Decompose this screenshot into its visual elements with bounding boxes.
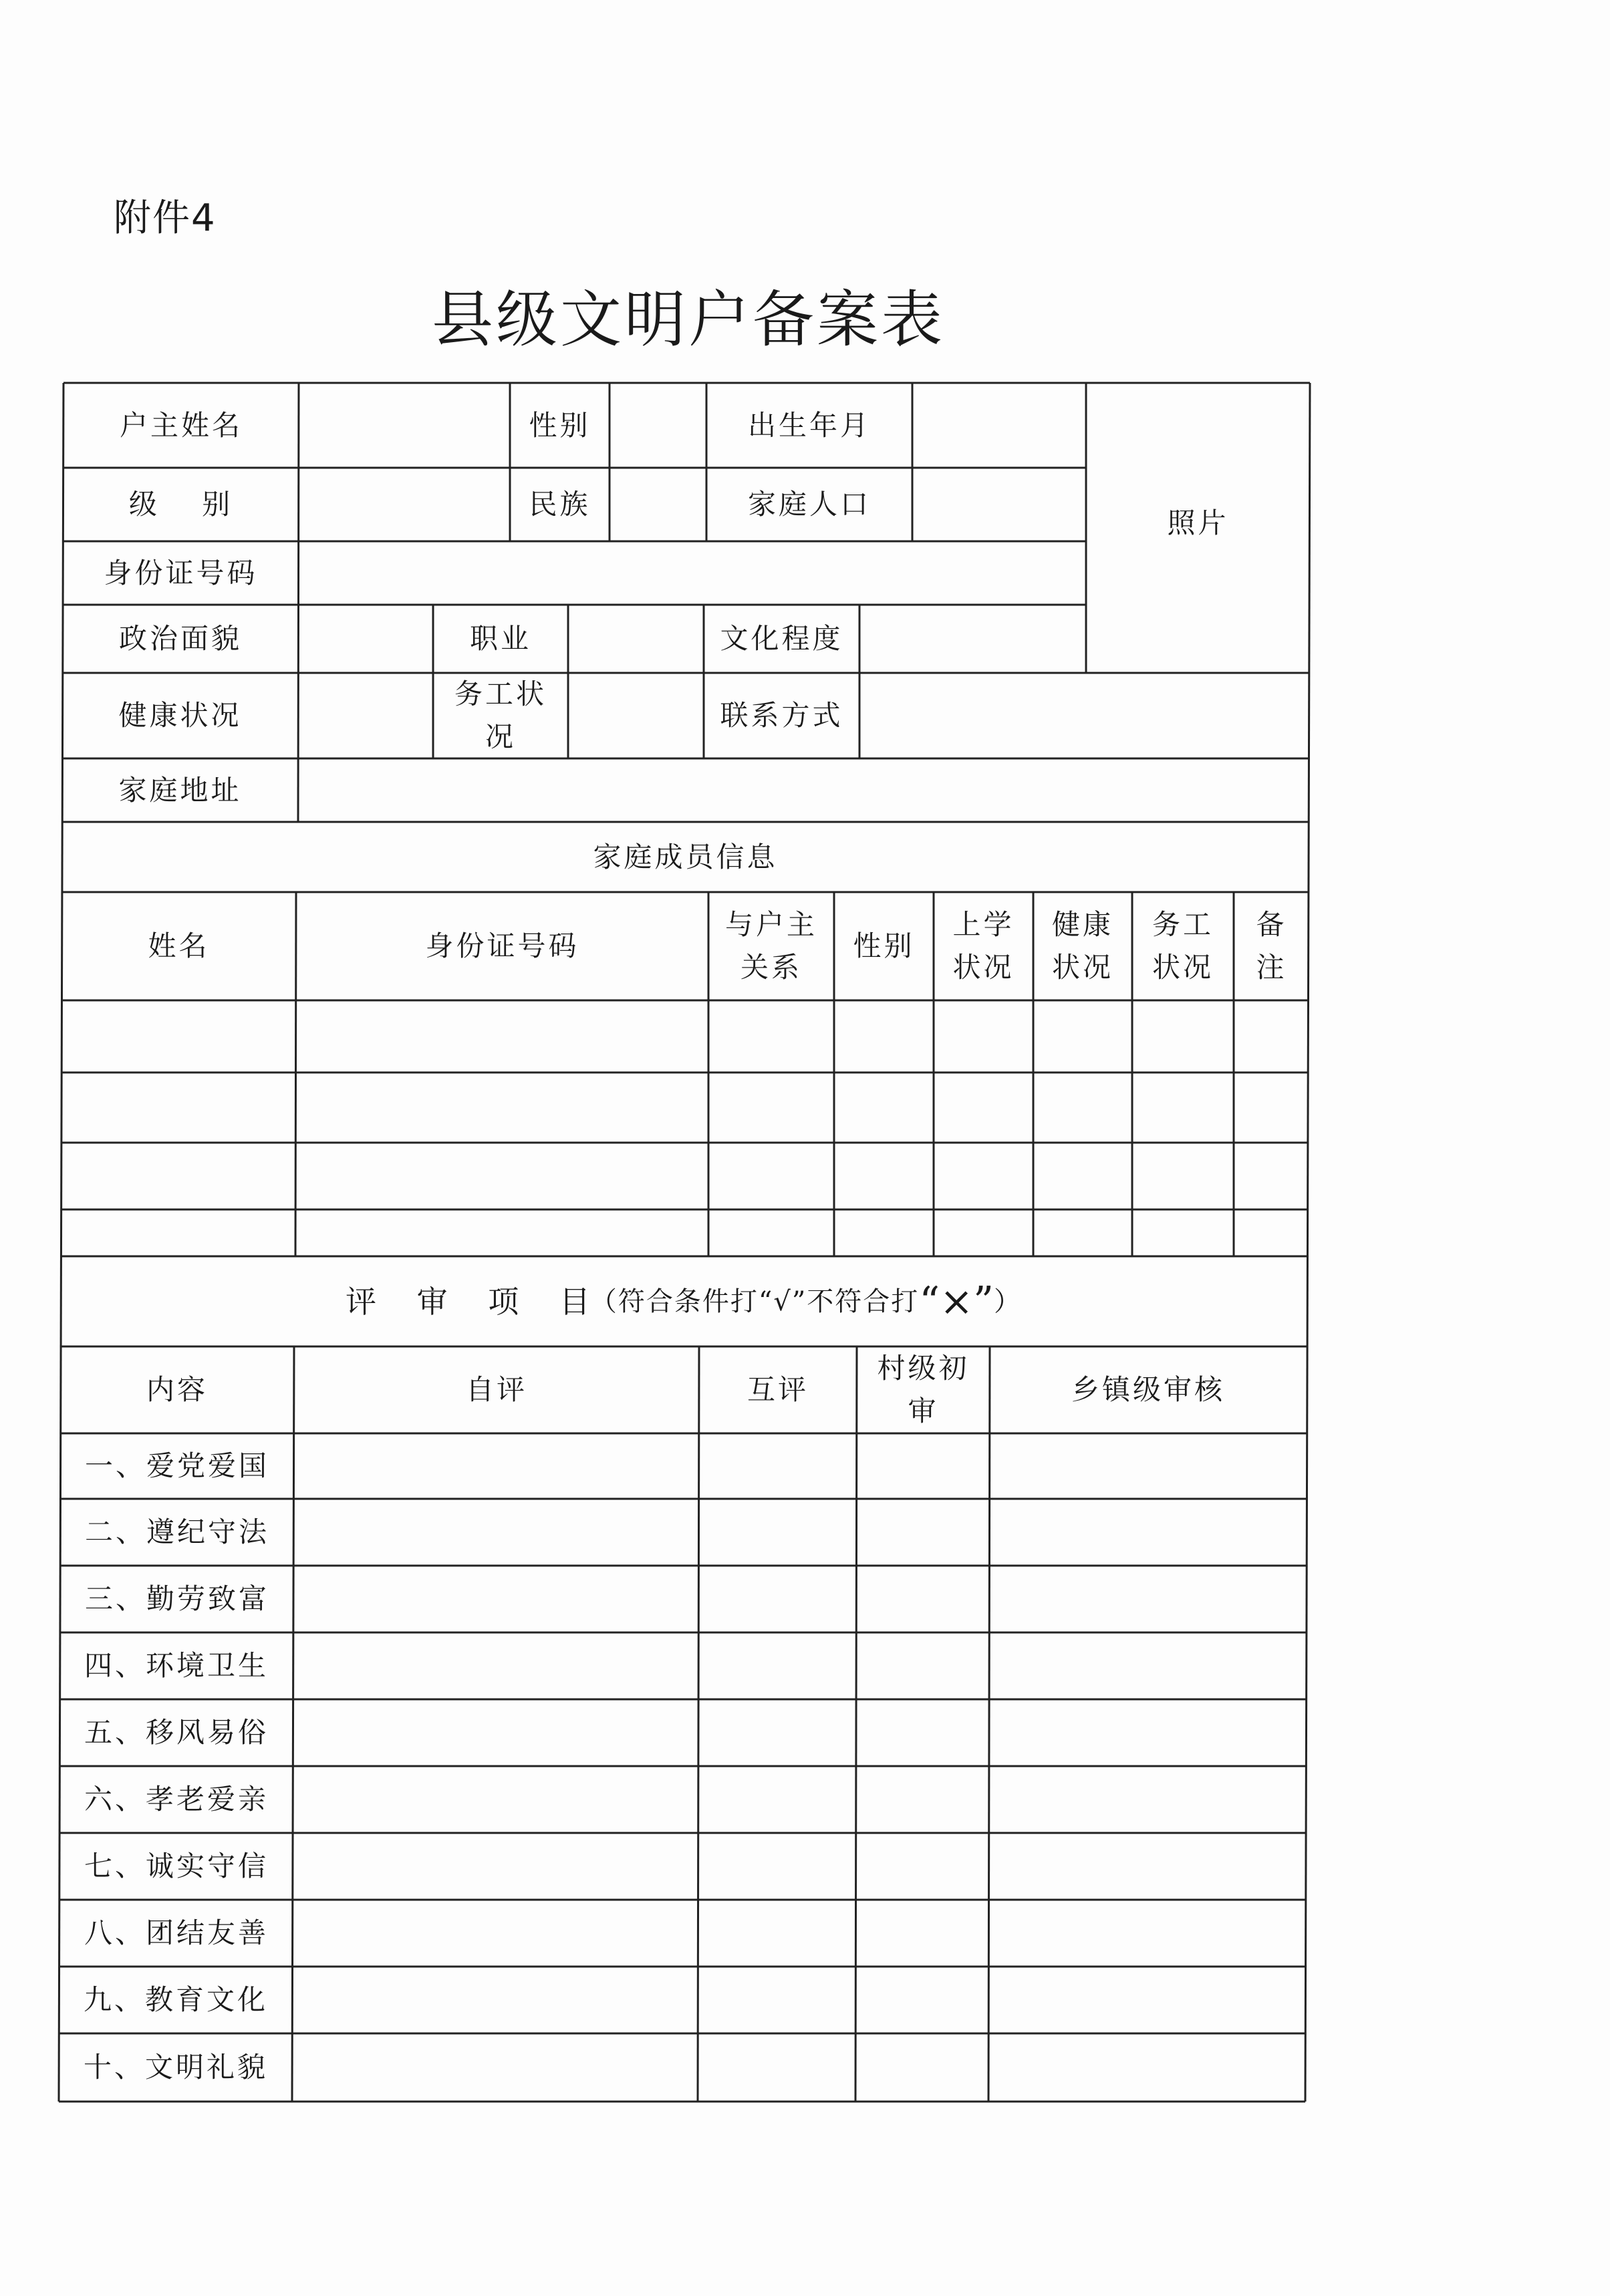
form-title: 县级文明户备案表 <box>431 284 945 355</box>
head-name-label: 户主姓名 <box>119 408 243 442</box>
eval-item-7: 七、诚实守信 <box>84 1850 269 1882</box>
birth-label: 出生年月 <box>747 408 871 442</box>
eval-item-9: 九、教育文化 <box>83 1983 268 2016</box>
members-col-remark: 备 注 <box>1256 908 1287 984</box>
occupation-label: 职业 <box>469 622 531 655</box>
family-size-field[interactable] <box>912 468 1086 541</box>
members-col-name: 姓名 <box>148 929 210 962</box>
members-col-id: 身份证号码 <box>425 929 579 962</box>
eval-item-6: 六、孝老爱亲 <box>84 1783 269 1816</box>
level-label: 级 别 <box>128 488 233 521</box>
attachment-label: 附件4 <box>114 196 217 240</box>
eval-item-8: 八、团结友善 <box>84 1916 269 1949</box>
birth-field[interactable] <box>912 383 1086 468</box>
id-number-label: 身份证号码 <box>104 556 258 589</box>
eval-item-4: 四、环境卫生 <box>84 1649 269 1682</box>
political-label: 政治面貌 <box>118 622 242 655</box>
head-name-field[interactable] <box>299 383 510 468</box>
gender-field[interactable] <box>610 383 706 468</box>
ethnicity-label: 民族 <box>529 488 591 521</box>
eval-item-5: 五、移风易俗 <box>84 1716 269 1749</box>
eval-col-self: 自评 <box>465 1373 527 1406</box>
member-row-4[interactable] <box>61 1209 1307 1256</box>
members-col-relation: 与户主 关系 <box>724 908 817 984</box>
id-number-field[interactable] <box>299 541 1086 605</box>
occupation-field[interactable] <box>568 605 704 673</box>
level-field[interactable] <box>299 468 510 541</box>
member-row-1[interactable] <box>61 1000 1308 1072</box>
work-status-label: 务工状 况 <box>454 678 547 753</box>
eval-item-1: 一、爱党爱国 <box>84 1449 269 1482</box>
eval-col-village: 村级初 审 <box>877 1352 970 1427</box>
eval-item-2: 二、遵纪守法 <box>84 1516 269 1548</box>
members-section-title: 家庭成员信息 <box>593 840 778 873</box>
member-row-2[interactable] <box>61 1072 1308 1143</box>
member-row-3[interactable] <box>61 1143 1307 1209</box>
contact-field[interactable] <box>859 673 1309 758</box>
education-label: 文化程度 <box>720 622 843 655</box>
gender-label: 性别 <box>529 408 591 442</box>
evaluation-heading-close: ） <box>993 1286 1022 1317</box>
eval-col-peer: 互评 <box>747 1373 809 1406</box>
political-field[interactable] <box>298 605 433 673</box>
family-size-label: 家庭人口 <box>747 488 871 521</box>
ethnicity-field[interactable] <box>610 468 706 541</box>
address-field[interactable] <box>298 758 1309 822</box>
eval-col-content: 内容 <box>146 1373 208 1406</box>
members-col-school: 上学 状况 <box>952 908 1015 984</box>
photo-box[interactable]: 照片 <box>1167 506 1229 539</box>
contact-label: 联系方式 <box>720 699 843 732</box>
health-field[interactable] <box>298 673 433 758</box>
evaluation-heading <box>60 1256 1307 1346</box>
evaluation-heading-note: （符合条件打“√”不符合打 <box>589 1286 920 1317</box>
eval-col-town: 乡镇级审核 <box>1071 1373 1225 1406</box>
work-status-field[interactable] <box>568 673 704 758</box>
evaluation-heading-mark: “×” <box>919 1278 994 1325</box>
members-col-work: 务工 状况 <box>1152 908 1214 984</box>
education-field[interactable] <box>859 605 1086 673</box>
members-col-health: 健康 状况 <box>1051 908 1113 984</box>
address-label: 家庭地址 <box>118 773 242 807</box>
eval-item-3: 三、勤劳致富 <box>84 1582 269 1615</box>
evaluation-heading-main: 评 审 项 目 <box>346 1283 590 1320</box>
health-label: 健康状况 <box>118 699 242 732</box>
members-col-gender: 性别 <box>853 929 915 962</box>
eval-item-10: 十、文明礼貌 <box>83 2051 268 2084</box>
